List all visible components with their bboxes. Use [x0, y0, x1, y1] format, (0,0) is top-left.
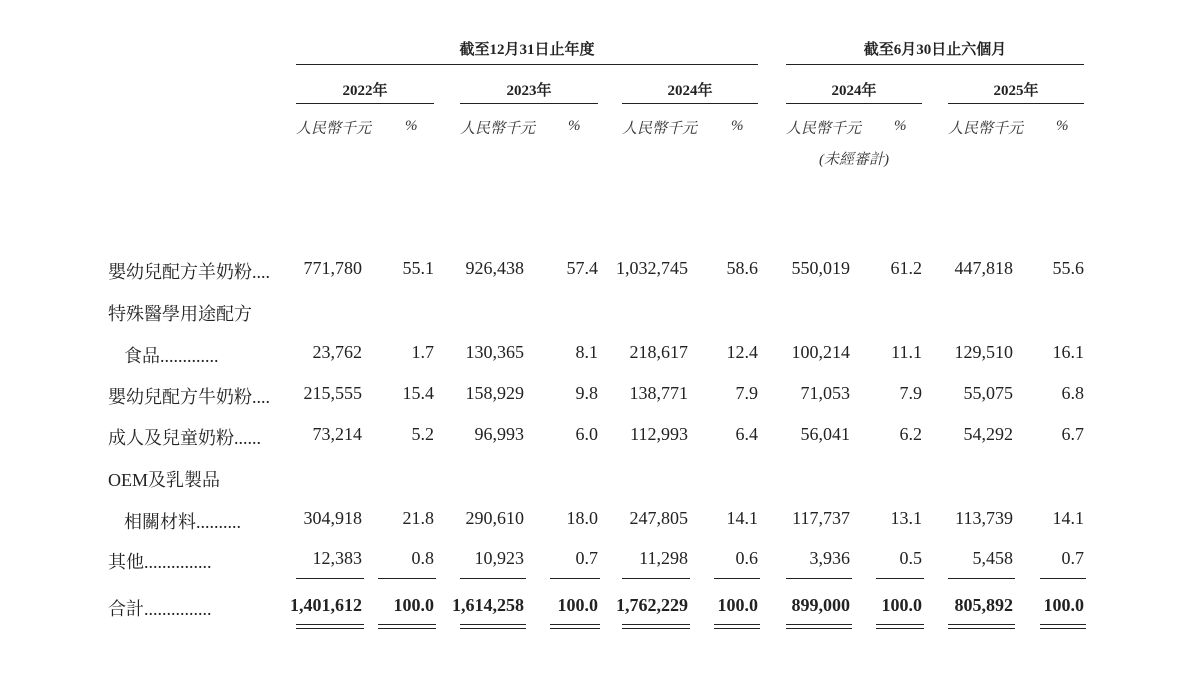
percent-cell: 16.1: [1052, 342, 1084, 362]
amount-cell: 55,075: [963, 383, 1013, 403]
amount-cell: 5,458: [972, 548, 1013, 568]
amount-cell: 550,019: [791, 258, 850, 278]
group-header-annual: 截至12月31日止年度: [459, 42, 595, 58]
unit-pct-5: %: [1056, 118, 1069, 134]
amount-cell: 290,610: [465, 508, 524, 528]
year-underline-3: [622, 103, 758, 104]
percent-cell: 14.1: [1052, 508, 1084, 528]
amount-cell: 247,805: [629, 508, 688, 528]
total-double-underline: [714, 624, 760, 629]
amount-cell: 56,041: [800, 424, 850, 444]
unit-amount-4: 人民幣千元: [786, 121, 862, 137]
total-double-underline: [378, 624, 436, 629]
total-amount-cell: 805,892: [954, 595, 1013, 615]
unit-amount-2: 人民幣千元: [460, 121, 536, 137]
total-percent-cell: 100.0: [393, 595, 434, 615]
group-underline-annual: [296, 64, 758, 65]
unit-pct-1: %: [405, 118, 418, 134]
amount-cell: 215,555: [303, 383, 362, 403]
subtotal-underline: [948, 578, 1015, 579]
total-double-underline: [948, 624, 1015, 629]
percent-cell: 13.1: [890, 508, 922, 528]
group-underline-interim: [786, 64, 1084, 65]
total-amount-cell: 899,000: [791, 595, 850, 615]
percent-cell: 55.1: [402, 258, 434, 278]
year-underline-1: [296, 103, 434, 104]
total-amount-cell: 1,614,258: [452, 595, 524, 615]
amount-cell: 23,762: [312, 342, 362, 362]
percent-cell: 6.7: [1061, 424, 1084, 444]
row-label: OEM及乳製品: [108, 470, 220, 490]
year-header-3: 2024年: [667, 83, 713, 99]
row-label: 相關材料..........: [124, 512, 241, 532]
total-percent-cell: 100.0: [557, 595, 598, 615]
amount-cell: 447,818: [954, 258, 1013, 278]
percent-cell: 0.6: [735, 548, 758, 568]
percent-cell: 0.8: [411, 548, 434, 568]
amount-cell: 96,993: [474, 424, 524, 444]
year-underline-5: [948, 103, 1084, 104]
total-label: 合計...............: [108, 599, 212, 619]
amount-cell: 73,214: [312, 424, 362, 444]
amount-cell: 100,214: [791, 342, 850, 362]
percent-cell: 7.9: [735, 383, 758, 403]
year-header-1: 2022年: [342, 83, 388, 99]
amount-cell: 3,936: [809, 548, 850, 568]
subtotal-underline: [876, 578, 924, 579]
subtotal-underline: [714, 578, 760, 579]
total-amount-cell: 1,401,612: [290, 595, 362, 615]
percent-cell: 61.2: [890, 258, 922, 278]
year-underline-2: [460, 103, 598, 104]
amount-cell: 12,383: [312, 548, 362, 568]
percent-cell: 6.2: [899, 424, 922, 444]
row-label: 特殊醫學用途配方: [108, 304, 252, 324]
amount-cell: 129,510: [954, 342, 1013, 362]
unaudited-note: (未經審計): [819, 152, 889, 168]
amount-cell: 926,438: [465, 258, 524, 278]
amount-cell: 117,737: [792, 508, 850, 528]
year-underline-4: [786, 103, 922, 104]
percent-cell: 7.9: [899, 383, 922, 403]
total-double-underline: [876, 624, 924, 629]
subtotal-underline: [550, 578, 600, 579]
amount-cell: 158,929: [465, 383, 524, 403]
amount-cell: 112,993: [630, 424, 688, 444]
total-double-underline: [460, 624, 526, 629]
percent-cell: 15.4: [402, 383, 434, 403]
row-label: 食品.............: [124, 346, 219, 366]
percent-cell: 6.8: [1061, 383, 1084, 403]
percent-cell: 21.8: [402, 508, 434, 528]
amount-cell: 10,923: [474, 548, 524, 568]
percent-cell: 0.7: [1061, 548, 1084, 568]
row-label: 嬰幼兒配方牛奶粉....: [108, 387, 270, 407]
percent-cell: 58.6: [726, 258, 758, 278]
unit-amount-3: 人民幣千元: [622, 121, 698, 137]
total-amount-cell: 1,762,229: [616, 595, 688, 615]
total-double-underline: [296, 624, 364, 629]
percent-cell: 0.7: [575, 548, 598, 568]
group-header-interim: 截至6月30日止六個月: [863, 42, 1007, 58]
percent-cell: 9.8: [575, 383, 598, 403]
amount-cell: 113,739: [955, 508, 1013, 528]
unit-amount-5: 人民幣千元: [948, 121, 1024, 137]
percent-cell: 8.1: [575, 342, 598, 362]
percent-cell: 5.2: [411, 424, 434, 444]
amount-cell: 71,053: [800, 383, 850, 403]
percent-cell: 55.6: [1052, 258, 1084, 278]
percent-cell: 0.5: [899, 548, 922, 568]
amount-cell: 138,771: [629, 383, 688, 403]
unit-pct-3: %: [731, 118, 744, 134]
row-label: 成人及兒童奶粉......: [108, 428, 261, 448]
subtotal-underline: [1040, 578, 1086, 579]
total-double-underline: [622, 624, 690, 629]
row-label: 嬰幼兒配方羊奶粉....: [108, 262, 270, 282]
percent-cell: 12.4: [726, 342, 758, 362]
percent-cell: 6.4: [735, 424, 758, 444]
year-header-2: 2023年: [506, 83, 552, 99]
percent-cell: 57.4: [566, 258, 598, 278]
total-double-underline: [550, 624, 600, 629]
amount-cell: 1,032,745: [616, 258, 688, 278]
amount-cell: 218,617: [629, 342, 688, 362]
row-label: 其他...............: [108, 552, 212, 572]
total-percent-cell: 100.0: [1043, 595, 1084, 615]
subtotal-underline: [296, 578, 364, 579]
unit-pct-4: %: [894, 118, 907, 134]
percent-cell: 18.0: [566, 508, 598, 528]
subtotal-underline: [460, 578, 526, 579]
subtotal-underline: [786, 578, 852, 579]
subtotal-underline: [622, 578, 690, 579]
amount-cell: 771,780: [303, 258, 362, 278]
total-double-underline: [1040, 624, 1086, 629]
percent-cell: 14.1: [726, 508, 758, 528]
percent-cell: 11.1: [891, 342, 922, 362]
percent-cell: 1.7: [411, 342, 434, 362]
percent-cell: 6.0: [575, 424, 598, 444]
amount-cell: 304,918: [303, 508, 362, 528]
amount-cell: 11,298: [639, 548, 688, 568]
year-header-5: 2025年: [993, 83, 1039, 99]
unit-pct-2: %: [568, 118, 581, 134]
unit-amount-1: 人民幣千元: [296, 121, 372, 137]
amount-cell: 54,292: [963, 424, 1013, 444]
subtotal-underline: [378, 578, 436, 579]
total-double-underline: [786, 624, 852, 629]
total-percent-cell: 100.0: [881, 595, 922, 615]
total-percent-cell: 100.0: [717, 595, 758, 615]
year-header-4: 2024年: [831, 83, 877, 99]
amount-cell: 130,365: [465, 342, 524, 362]
